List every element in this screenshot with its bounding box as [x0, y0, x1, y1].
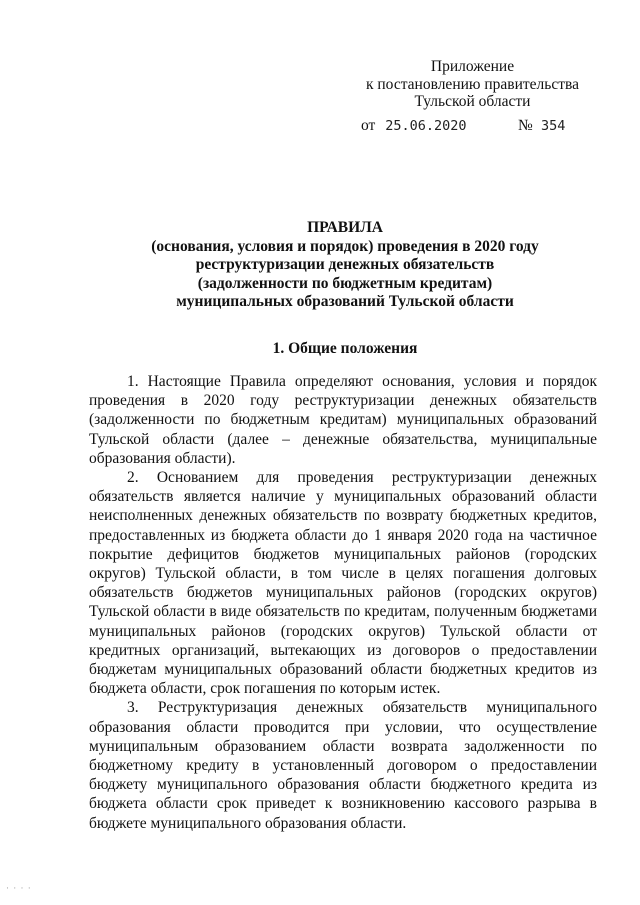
decree-from-label: от: [361, 117, 376, 134]
scan-mark: · · · ·: [6, 883, 32, 893]
paragraph: 3. Реструктуризация денежных обязательств муниципального образования области проводится при условии, что осуществление муниципальным образованием области возврата задолженности по бюджетному кредиту в установленный договором о предоставлении бюджету муниципального образования области бюджетного кредита из бюджета области срок приведет к возникновению кассового разрыва в бюджете муниципального образования области.: [89, 699, 597, 832]
appendix-block: [350, 58, 595, 111]
title-line: (задолженности по бюджетным кредитам): [197, 274, 493, 292]
title-line: ПРАВИЛА: [307, 219, 383, 236]
section-heading: 1. Общие положения: [272, 340, 418, 357]
appendix-line: Тульской области: [414, 93, 531, 110]
decree-number: 354: [541, 118, 566, 134]
decree-number-label: №: [518, 117, 533, 134]
title-line: муниципальных образований Тульской области: [176, 293, 514, 310]
section-body: [89, 372, 597, 833]
title-line: реструктуризации денежных обязательств: [195, 256, 495, 273]
decree-reference: [361, 117, 621, 135]
decree-date: 25.06.2020: [385, 118, 467, 134]
paragraph: 1. Настоящие Правила определяют основания, условия и порядок проведения в 2020 году реструктуризации денежных обязательств (задолженности по бюджетным кредитам) муниципальных образований Тульской области (далее – денежные обязательства, муниципальные образования области).: [89, 373, 597, 467]
document-title: [60, 219, 630, 312]
title-line: (основания, условия и порядок) проведения в 2020 году: [151, 237, 539, 255]
appendix-line: к постановлению правительства: [365, 75, 580, 93]
paragraph: 2. Основанием для проведения реструктуризации денежных обязательств является наличие у муниципальных образований области неисполненных денежных обязательств по возврату бюджетных кредитов, предоставленных из бюджета области до 1 января 2020 года на частичное покрытие дефицитов бюджетов муниципальных районов (городских округов) Тульской области, в том числе в целях погашения долговых обязательств бюджетов муниципальных районов (городских округов) Тульской области в виде обязательств по кредитам, полученным бюджетами муниципальных районов (городских округов) Тульской области от кредитных организаций, вытекающих из договоров о предоставлении бюджетам муниципальных образований области бюджетных кредитов из бюджета области, срок погашения по которым истек.: [89, 469, 597, 698]
appendix-line: Приложение: [430, 58, 515, 75]
